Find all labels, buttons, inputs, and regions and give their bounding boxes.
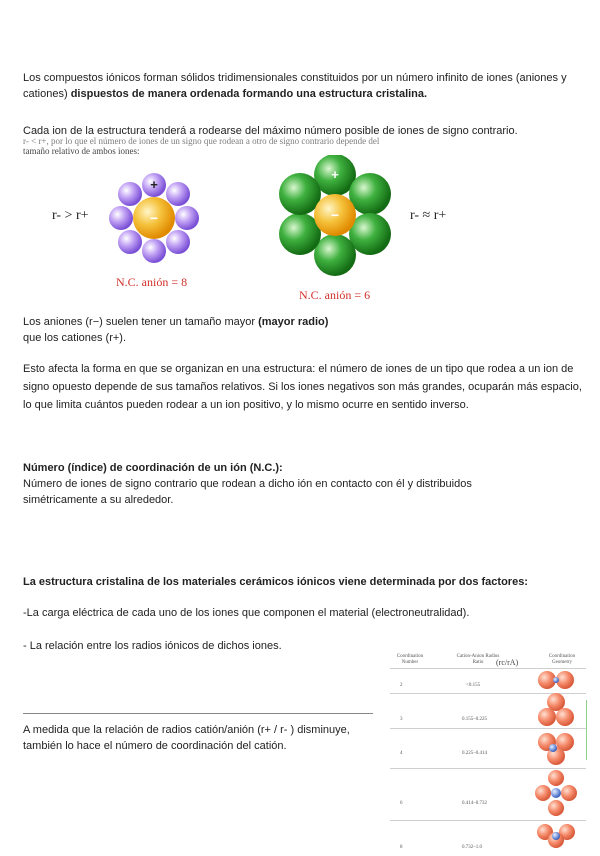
geometry-octahedral	[535, 770, 577, 816]
factors-title-text: La estructura cristalina de los materiales cerámicos iónicos viene determinada por dos factores:	[23, 576, 528, 588]
table-cn: 8	[400, 845, 403, 850]
table-ratio: 0.732–1.0	[462, 845, 482, 850]
cation-sphere	[279, 173, 321, 215]
overlapped-text-line: r- < r+, por lo que el número de iones de un signo que rodean a otro de signo contrario depende del	[23, 136, 380, 146]
nc-definition	[23, 460, 583, 508]
anion-bold-text: (mayor radio)	[258, 316, 329, 328]
plus-sign: +	[331, 167, 339, 182]
intro-paragraph	[23, 70, 583, 102]
coord-paragraph: Cada ion de la estructura tenderá a rodearse del máximo número posible de iones de signo contrario.	[23, 125, 518, 137]
table-cn: 3	[400, 717, 403, 722]
coordination-geometry-images	[525, 668, 595, 848]
table-edge-line	[586, 700, 587, 760]
relation-left: r- > r+	[52, 208, 89, 223]
table-ratio: <0.155	[466, 683, 481, 688]
ratio-symbol: (rc/rA)	[496, 658, 519, 667]
cation-sphere	[175, 206, 199, 230]
nc-title: Número (índice) de coordinación de un ión (N.C.):	[23, 462, 283, 474]
divider	[23, 713, 373, 714]
ratio-paragraph: A medida que la relación de radios catión/anión (r+ / r- ) disminuye, también lo hace el número de coordinación del catión.	[23, 724, 350, 752]
label-nc-anion-8: N.C. anión = 8	[116, 275, 188, 289]
table-ratio: 0.155–0.225	[462, 717, 487, 722]
nc-text: Número de iones de signo contrario que rodean a dicho ión en contacto con él y distribuidos simétricamente a su alrededor.	[23, 478, 472, 506]
cation-sphere	[142, 239, 166, 263]
label-nc-anion-6: N.C. anión = 6	[299, 288, 371, 302]
table-cn: 4	[400, 751, 403, 756]
geometry-cubic	[537, 824, 575, 848]
minus-sign: −	[149, 210, 159, 226]
table-header-geometry: Coordination Geometry	[548, 654, 576, 665]
cation-sphere	[166, 230, 190, 254]
table-ratio: 0.225–0.414	[462, 751, 487, 756]
minus-sign: −	[330, 207, 340, 223]
anion-size-paragraph	[23, 314, 583, 346]
intro-text: Los compuestos iónicos forman sólidos tridimensionales constituidos por un número infinito de iones (aniones y cationes)	[23, 72, 567, 100]
overlapped-text-line-2: tamaño relativo de ambos iones:	[23, 146, 140, 156]
cation-sphere	[349, 173, 391, 215]
plus-sign: +	[150, 177, 158, 192]
table-header-ratio: Cation-Anion Radius Ratio	[456, 654, 500, 665]
cation-sphere	[118, 230, 142, 254]
cation-sphere	[166, 182, 190, 206]
cluster-anion-cn6	[279, 155, 391, 276]
table-ratio: 0.414–0.732	[462, 801, 487, 806]
geometry-tetrahedral	[538, 733, 574, 765]
intro-bold-text: dispuestos de manera ordenada formando una estructura cristalina.	[70, 88, 428, 100]
geometry-triangular	[538, 693, 574, 726]
table-cn: 6	[400, 801, 403, 806]
table-header-cn: Coordination Number	[396, 654, 424, 665]
cation-sphere	[118, 182, 142, 206]
cation-sphere	[314, 234, 356, 276]
cation-text: que los cationes (r+).	[23, 332, 127, 344]
factor-1: -La carga eléctrica de cada uno de los iones que componen el material (electroneutralidad).	[23, 607, 470, 619]
factor-2: - La relación entre los radios iónicos de dichos iones.	[23, 640, 282, 652]
cluster-anion-cn8	[109, 173, 199, 263]
anion-text: Los aniones (r−) suelen tener un tamaño mayor	[23, 316, 259, 328]
table-cn: 2	[400, 683, 403, 688]
cation-sphere	[109, 206, 133, 230]
effect-paragraph: Esto afecta la forma en que se organizan en una estructura: el número de iones de un tipo que rodea a un ion de signo opuesto depende de sus tamaños relativos. Si los iones negativos son más grandes, ocuparán más espacio, lo que limita cuántos pueden rodear a un ion positivo, y lo mismo ocurre en sentido inverso.	[23, 363, 582, 411]
relation-right: r- ≈ r+	[410, 208, 447, 223]
factors-title	[23, 574, 583, 590]
geometry-linear	[538, 671, 574, 689]
